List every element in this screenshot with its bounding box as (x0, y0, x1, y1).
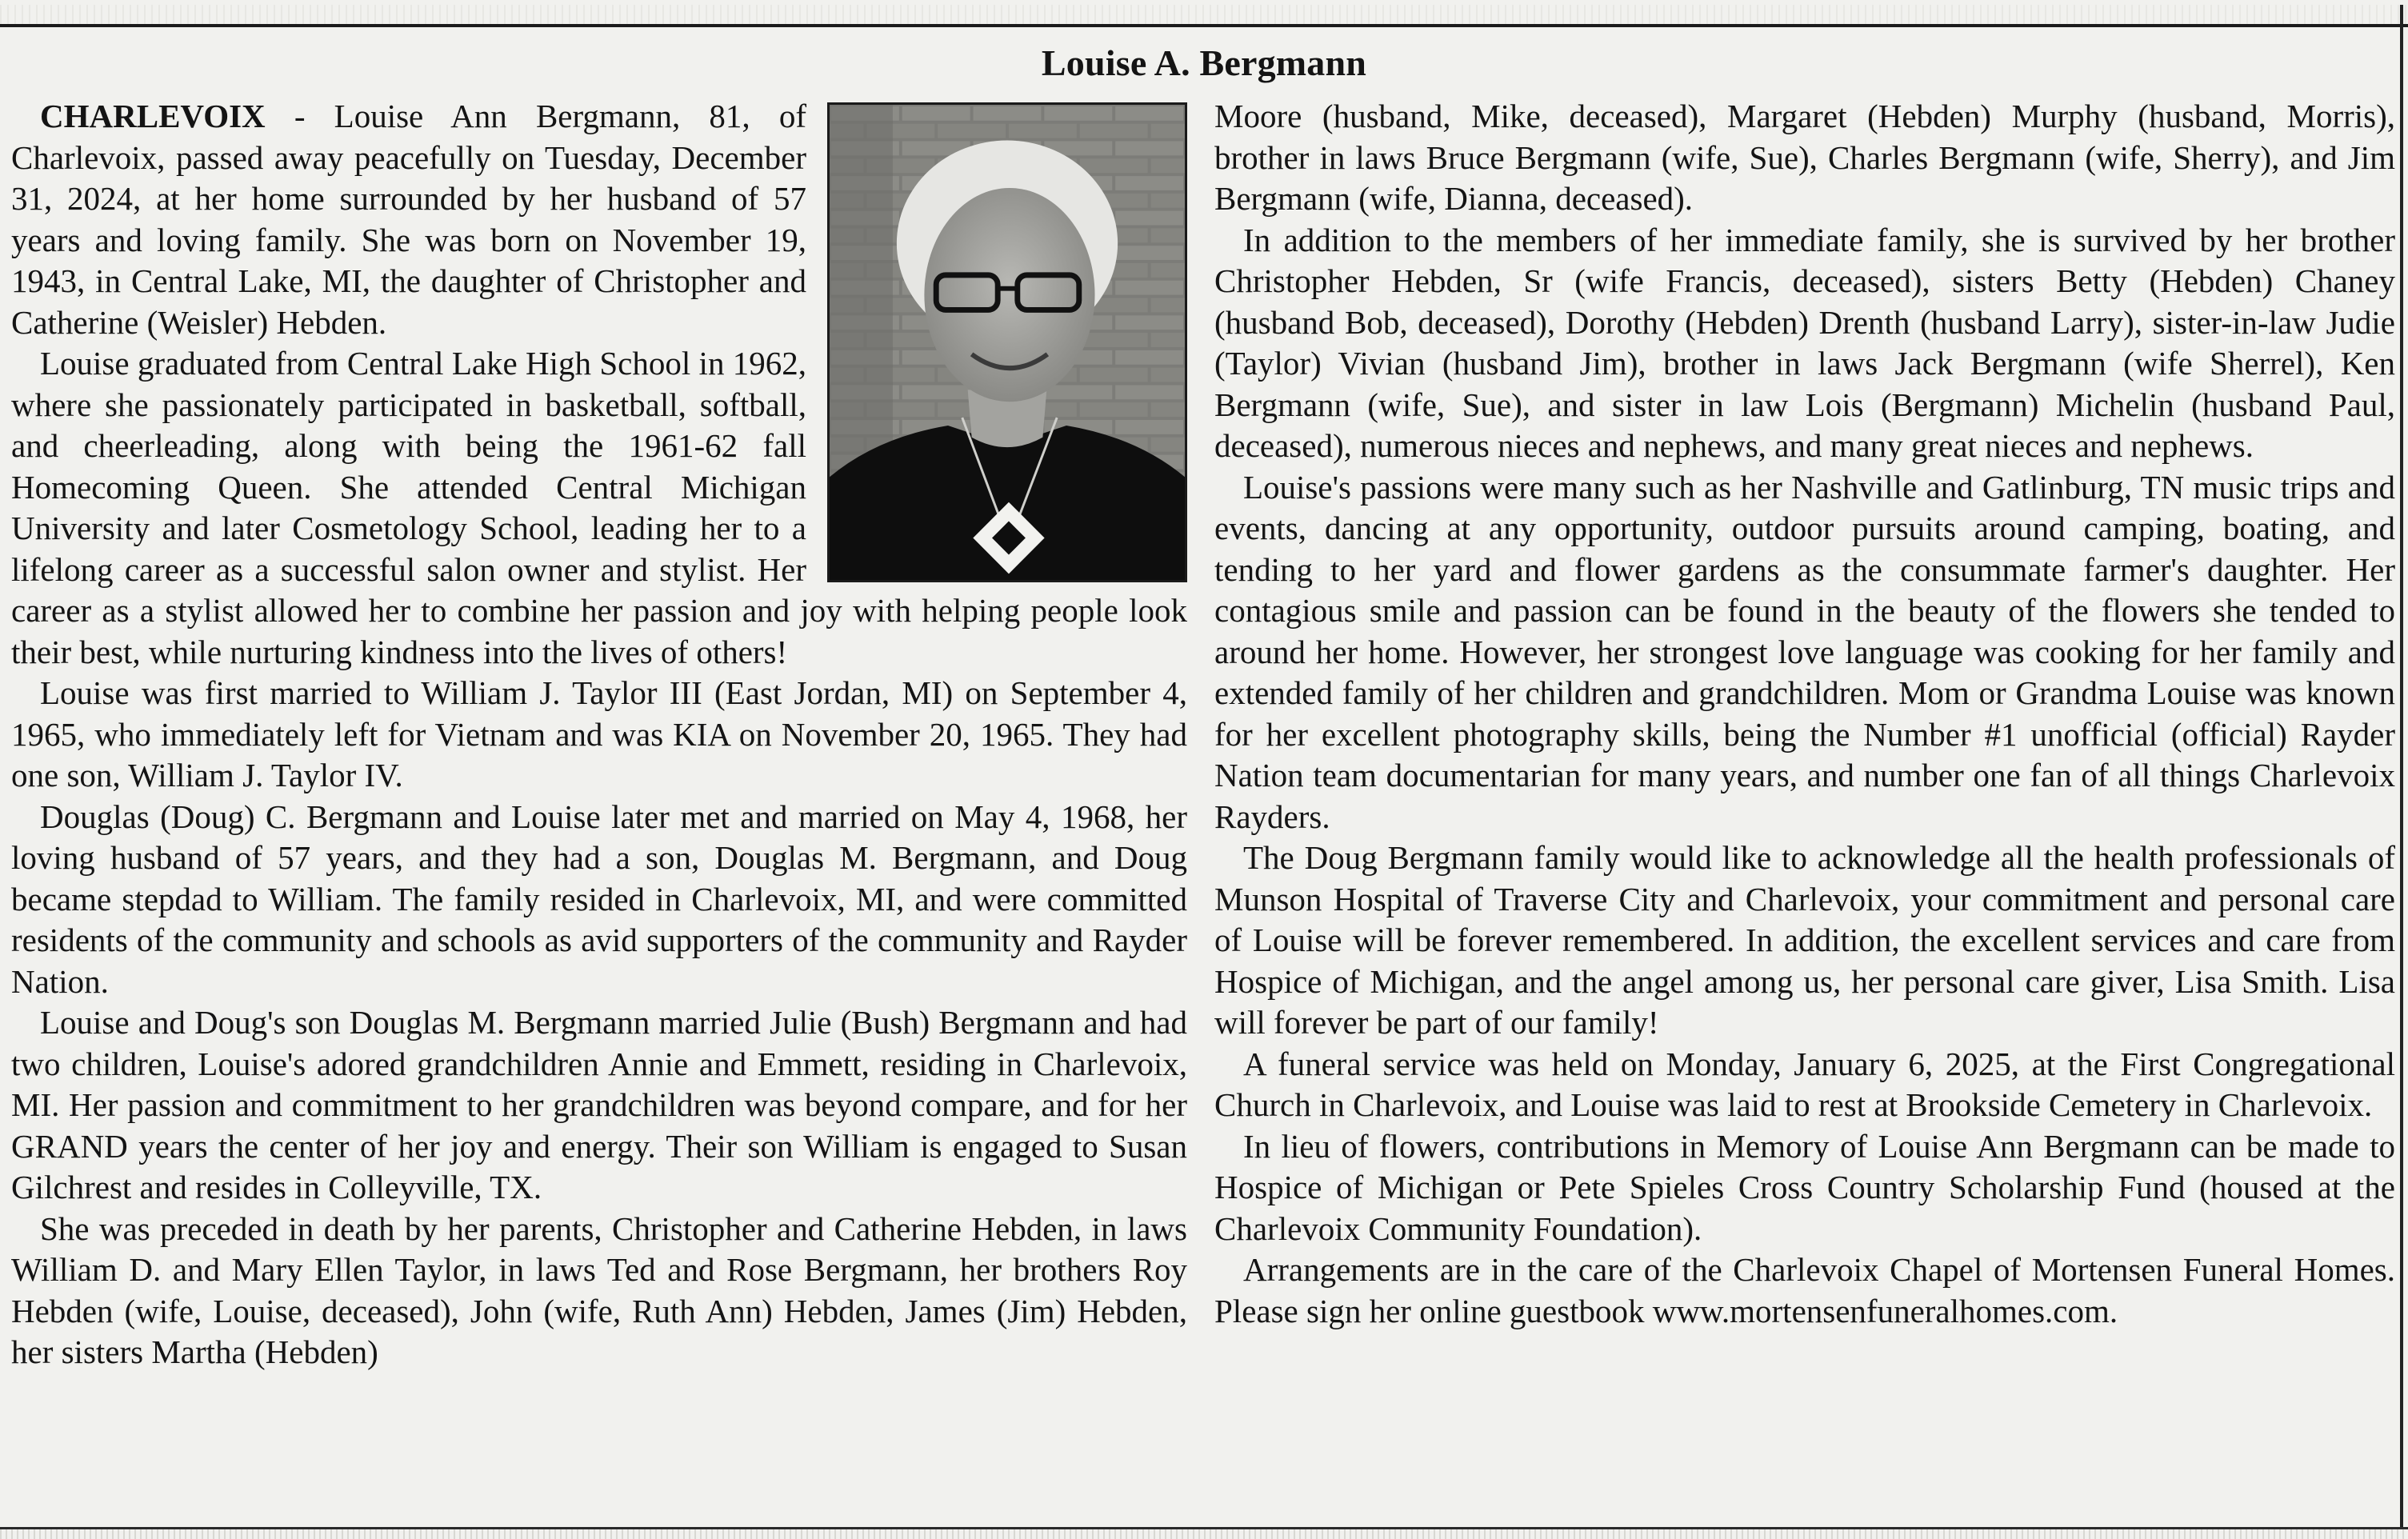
right-border-rule (2400, 5, 2403, 1534)
right-text-column (1214, 96, 2395, 1332)
bottom-border-rule (0, 1527, 2408, 1539)
paragraph-funeral-service: A funeral service was held on Monday, January 6, 2025, at the First Congregational Church in Charlevoix, and Louise was laid to rest at Brookside Cemetery in Charlevoix. (1214, 1045, 2395, 1123)
left-text-column (11, 96, 1187, 1373)
paragraph-first-marriage: Louise was first married to William J. Taylor III (East Jordan, MI) on September 4, 1965, who immediately left for Vietnam and was KIA on November 20, 1965. They had one son, William J. Taylor IV. (11, 674, 1187, 793)
paragraph-arrangements: Arrangements are in the care of the Charlevoix Chapel of Mortensen Funeral Homes. Please sign her online guestbook www.mortensenfuneralhomes.com. (1214, 1251, 2395, 1329)
paragraph-passions: Louise's passions were many such as her Nashville and Gatlinburg, TN music trips and events, dancing at any opportunity, outdoor pursuits around camping, boating, and tending to her yard and flower gardens as the consummate farmer's daughter. Her contagious smile and passion can be found in the beauty of the flowers she tended to around her home. However, her strongest love language was cooking for her family and extended family of her children and grandchildren. Mom or Grandma Louise was known for her excellent photography skills, being the Number #1 unofficial (official) Rayder Nation team documentarian for many years, and number one fan of all things Charlevoix Rayders. (1214, 468, 2395, 835)
paragraph-grandchildren: Louise and Doug's son Douglas M. Bergmann married Julie (Bush) Bergmann and had two children, Louise's adored grandchildren Annie and Emmett, residing in Charlevoix, MI. Her passion and commitment to her grandchildren was beyond compare, and for her GRAND years the center of her joy and energy. Their son William is engaged to Susan Gilchrest and resides in Colleyville, TX. (11, 1004, 1187, 1205)
portrait-photo (827, 102, 1187, 582)
paragraph-second-marriage: Douglas (Doug) C. Bergmann and Louise later met and married on May 4, 1968, her loving husband of 57 years, and they had a son, Douglas M. Bergmann, and Doug became stepdad to William. The family resided in Charlevoix, MI, and were committed residents of the community and schools as avid supporters of the community and Rayder Nation. (11, 797, 1187, 1000)
paragraph-education-career: Louise graduated from Central Lake High School in 1962, where she passionately participated in basketball, softball, and cheerleading, along with being the 1961-62 fall Homecoming Queen. She attended Central Michigan University and later Cosmetology School, leading her to a lifelong career as a successful salon owner and stylist. Her career as a stylist allowed her to combine her passion and joy with helping people look their best, while nurturing kindness into the lives of others! (11, 345, 1187, 670)
obituary-headline: Louise A. Bergmann (1041, 42, 1367, 83)
paragraph-preceded-in-death: She was preceded in death by her parents, Christopher and Catherine Hebden, in laws William D. and Mary Ellen Taylor, in laws Ted and Rose Bergmann, her brothers Roy Hebden (wife, Louise, deceased), John (wife, Ruth Ann) Hebden, James (Jim) Hebden, her sisters Martha (Hebden) (11, 1209, 1187, 1370)
paragraph-intro-text: - Louise Ann Bergmann, 81, of Charlevoix, passed away peacefully on Tuesday, December 31, 2024, at her home surrounded by her husband of 57 years and loving family. She was born on November 19, 1943, in Central Lake, MI, the daughter of Christopher and Catherine (Weisler) Hebden. (11, 98, 806, 341)
top-border-rule (0, 5, 2408, 27)
dateline: CHARLEVOIX (40, 98, 266, 134)
paragraph-survived-by: In addition to the members of her immediate family, she is survived by her brother Christopher Hebden, Sr (wife Francis, deceased), sisters Betty (Hebden) Chaney (husband Bob, deceased), Dorothy (Hebden) Drenth (husband Larry), sister-in-law Judie (Taylor) Vivian (husband Jim), brother in laws Jack Bergmann (wife Sherrel), Ken Bergmann (wife, Sue), and sister in law Lois (Bergmann) Michelin (husband Paul, deceased), numerous nieces and nephews, and many great nieces and nephews. (1214, 221, 2395, 464)
paragraph-preceded-continued: Moore (husband, Mike, deceased), Margaret (Hebden) Murphy (husband, Morris), brother in laws Bruce Bergmann (wife, Sue), Charles Bergmann (wife, Sherry), and Jim Bergmann (wife, Dianna, deceased). (1214, 98, 2395, 217)
paragraph-acknowledgement: The Doug Bergmann family would like to acknowledge all the health professionals of Munson Hospital of Traverse City and Charlevoix, your commitment and personal care of Louise will be forever remembered. In addition, the excellent services and care from Hospice of Michigan, and the angel among us, her personal care giver, Lisa Smith. Lisa will forever be part of our family! (1214, 839, 2395, 1041)
paragraph-memorials: In lieu of flowers, contributions in Memory of Louise Ann Bergmann can be made to Hospice of Michigan or Pete Spieles Cross Country Scholarship Fund (housed at the Charlevoix Community Foundation). (1214, 1127, 2395, 1247)
